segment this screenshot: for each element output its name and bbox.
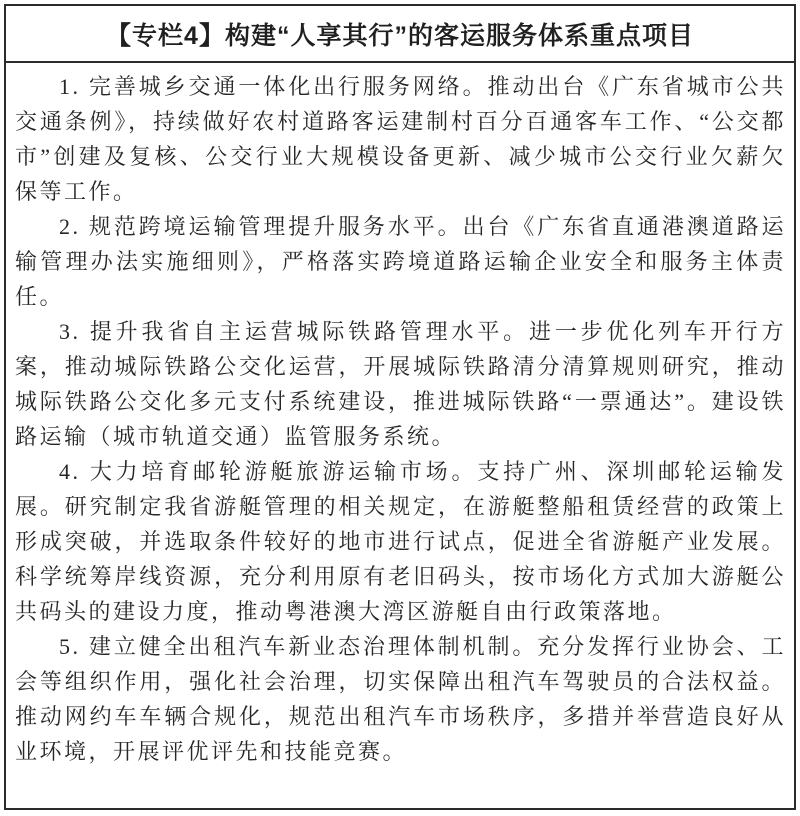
column-box [4, 4, 796, 810]
column-title: 【专栏4】构建“人享其行”的客运服务体系重点项目 [106, 21, 694, 50]
paragraph-1: 1. 完善城乡交通一体化出行服务网络。推动出台《广东省城市公共交通条例》，持续做好农村道路客运建制村百分百通客车工作、“公交都市”创建及复核、公交行业大规模设备更新、减少城市公交行业欠薪欠保等工作。 [15, 74, 786, 204]
paragraph-5: 5. 建立健全出租汽车新业态治理体制机制。充分发挥行业协会、工会等组织作用，强化社会治理，切实保障出租汽车驾驶员的合法权益。推动网约车车辆合规化，规范出租汽车市场秩序，多措并举营造良好从业环境，开展评优评先和技能竞赛。 [15, 634, 786, 764]
column-body [6, 63, 794, 769]
column-title-bar [6, 6, 794, 63]
paragraph-4: 4. 大力培育邮轮游艇旅游运输市场。支持广州、深圳邮轮运输发展。研究制定我省游艇管理的相关规定，在游艇整船租赁经营的政策上形成突破，并选取条件较好的地市进行试点，促进全省游艇产业发展。科学统筹岸线资源，充分利用原有老旧码头，按市场化方式加大游艇公共码头的建设力度，推动粤港澳大湾区游艇自由行政策落地。 [15, 459, 786, 624]
paragraph-3: 3. 提升我省自主运营城际铁路管理水平。进一步优化列车开行方案，推动城际铁路公交化运营，开展城际铁路清分清算规则研究，推动城际铁路公交化多元支付系统建设，推进城际铁路“一票通达”。建设铁路运输（城市轨道交通）监管服务系统。 [15, 319, 786, 449]
paragraph-2: 2. 规范跨境运输管理提升服务水平。出台《广东省直通港澳道路运输管理办法实施细则》，严格落实跨境道路运输企业安全和服务主体责任。 [15, 214, 786, 309]
